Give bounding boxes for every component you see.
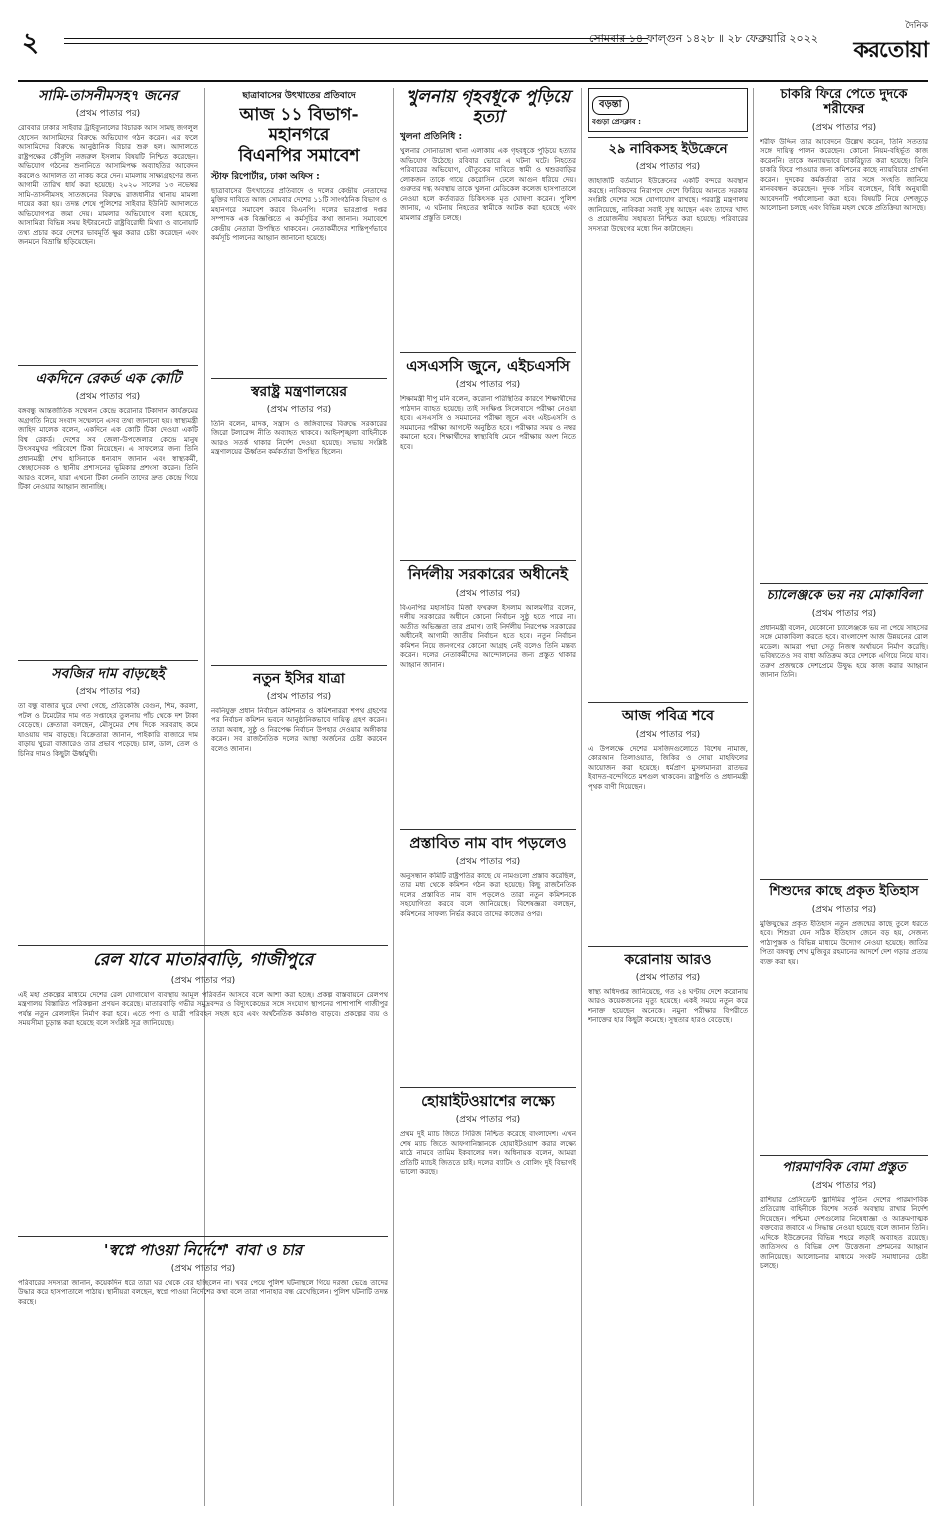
article-headline: একদিনে রেকর্ড এক কোটি xyxy=(35,371,181,388)
article-body: প্রথম দুই ম্যাচ জিতে সিরিজ নিশ্চিত করেছে বাংলাদেশ। এখন শেষ ম্যাচ জিতে আফগানিস্তানকে হোয়াইটওয়াশ করার লক্ষ্যে মাঠে নামবে তামিম ইকবালের দল। অধিনায়ক বলেন, আমরা প্রতিটি ম্যাচই জিততে চাই। দলের ব্যাটিং ও বোলিং দুই বিভাগই ভালো করছে। xyxy=(400,1130,576,1177)
article-body: বিএনপির মহাসচিব মির্জা ফখরুল ইসলাম আলমগীর বলেন, দলীয় সরকারের অধীনে কোনো নির্বাচন সুষ্ঠু হতে পারে না। অতীত অভিজ্ঞতা তার প্রমাণ। তাই নির্দলীয় নিরপেক্ষ সরকারের অধীনেই আগামী জাতীয় নির্বাচন হতে হবে। নতুন নির্বাচন কমিশন নিয়ে জনগণের কোনো আগ্রহ নেই বলেও তিনি মন্তব্য করেন। দলের নেতাকর্মীদের আন্দোলনের জন্য প্রস্তুত থাকার আহ্বান জানান। xyxy=(400,603,576,669)
article-body: তা বন্ধু বাজার ঘুরে দেখা গেছে, প্রতিকেজি বেগুন, শিম, করলা, পটল ও টমেটোর দাম গত সপ্তাহের তুলনায় পাঁচ থেকে দশ টাকা বেড়েছে। ক্রেতারা বলছেন, মৌসুমের শেষ দিকে সরবরাহ কমে যাওয়ায় দাম বাড়ছে। বিক্রেতারা জানান, পাইকারি বাজারে দাম বাড়ায় খুচরা বাজারেও তার প্রভাব পড়েছে। চাল, ডাল, তেল ও চিনির দামও কিছুটা ঊর্ধ্বমুখী। xyxy=(18,702,198,758)
divider xyxy=(400,560,576,561)
divider xyxy=(400,1087,576,1088)
article-body: ছাত্রাবাসের উৎখাতের প্রতিবাদে ও দলের কেন্দ্রীয় নেতাদের মুক্তির দাবিতে আজ সোমবার দেশের ১১টি সাংগঠনিক বিভাগ ও মহানগরে সমাবেশ করবে বিএনপি। দলের ভারপ্রাপ্ত দপ্তর সম্পাদক এক বিজ্ঞপ্তিতে এ কর্মসূচির কথা জানান। সমাবেশে কেন্দ্রীয় নেতারা উপস্থিত থাকবেন। নেতাকর্মীদের শান্তিপূর্ণভাবে কর্মসূচি পালনের আহ্বান জানানো হয়েছে। xyxy=(211,186,387,243)
article-byline: স্টাফ রিপোর্টার, ঢাকা অফিস : xyxy=(211,171,320,182)
divider xyxy=(760,583,928,584)
article-nirdoliyo xyxy=(400,566,576,823)
article-headline: ২৯ নাবিকসহ ইউক্রেনে xyxy=(608,141,728,157)
column-1 xyxy=(18,88,198,938)
article-continuation: (প্রথম পাতার পর) xyxy=(811,904,877,915)
article-headline: খুলনায় গৃহবধূকে পুড়িয়ে হত্যা xyxy=(406,87,570,127)
article-headline: প্রস্তাবিত নাম বাদ পড়লেও xyxy=(409,833,567,852)
article-continuation: (প্রথম পাতার পর) xyxy=(455,1115,521,1126)
article-chakri xyxy=(760,88,928,578)
article-bomb xyxy=(760,1161,928,1496)
article-headline: রেল যাবে মাতারবাড়ি, গাজীপুরে xyxy=(92,950,314,970)
article-headline-2: বিএনপির সমাবেশ xyxy=(238,146,360,167)
article-headline: এসএসসি জুনে, এইচএসসি xyxy=(406,357,570,376)
article-lead: বগুড়া প্রেসক্লাব : xyxy=(592,118,641,126)
article-continuation: (প্রথম পাতার পর) xyxy=(635,729,701,740)
article-record xyxy=(18,371,198,655)
article-bnp xyxy=(211,88,387,373)
article-headline: স্বরাষ্ট্র মন্ত্রণালয়ের xyxy=(250,383,348,400)
article-body: প্রধানমন্ত্রী বলেন, যেকোনো চ্যালেঞ্জকে ভয় না পেয়ে সাহসের সঙ্গে মোকাবিলা করতে হবে। বাংলাদেশ আজ উন্নয়নের রোল মডেল। আমরা পদ্মা সেতু নিজস্ব অর্থায়নে নির্মাণ করেছি। ভবিষ্যতেও সব বাধা অতিক্রম করে দেশকে এগিয়ে নিয়ে যাব। তরুণ প্রজন্মকে দেশপ্রেমে উদ্বুদ্ধ হয়ে কাজ করার আহ্বান জানান তিনি। xyxy=(760,623,928,680)
article-continuation: (প্রথম পাতার পর) xyxy=(170,975,236,986)
article-body: বঙ্গবন্ধু আন্তর্জাতিক সম্মেলন কেন্দ্রে করোনার টিকাদান কার্যক্রমের অগ্রগতি নিয়ে সংবাদ সম্মেলনে এসব তথ্য জানানো হয়। স্বাস্থ্যমন্ত্রী জাহিদ মালেক বলেন, একদিনে এক কোটি টিকা দেওয়া একটি বিশ্ব রেকর্ড। দেশের সব জেলা-উপজেলার কেন্দ্রে মানুষ উৎসবমুখর পরিবেশে টিকা নিয়েছেন। এ সাফল্যের জন্য তিনি প্রধানমন্ত্রী শেখ হাসিনাকে ধন্যবাদ জানান এবং স্বাস্থ্যকর্মী, স্বেচ্ছাসেবক ও স্থানীয় প্রশাসনের ভূমিকার প্রশংসা করেন। তিনি আরও বলেন, যারা এখনো টিকা নেননি তাদের দ্রুত কেন্দ্রে গিয়ে টিকা নেওয়ার আহ্বান জানাচ্ছি। xyxy=(18,407,198,492)
divider xyxy=(400,352,576,353)
article-continuation: (প্রথম পাতার পর) xyxy=(266,404,332,415)
column-rule xyxy=(393,88,394,1506)
divider xyxy=(760,1155,928,1156)
issue-date: সোমবার ১৪ ফাল্গুন ১৪২৮ ॥ ২৮ ফেব্রুয়ারি ২০২২ xyxy=(588,32,818,45)
article-headline: আজ ১১ বিভাগ-মহানগরে xyxy=(239,105,359,145)
masthead xyxy=(18,18,928,82)
article-headline: পারমাণবিক বোমা প্রস্তুত xyxy=(782,1159,906,1175)
article-continuation: (প্রথম পাতার পর) xyxy=(455,588,521,599)
article-corona xyxy=(588,952,748,1148)
article-headline: নির্দলীয় সরকারের অধীনেই xyxy=(408,565,568,584)
article-continuation: (প্রথম পাতার পর) xyxy=(170,1263,236,1274)
column-rule xyxy=(753,88,754,1506)
article-headline: 'স্বপ্নে পাওয়া নির্দেশে' বাবা ও চার xyxy=(103,1240,303,1259)
column-5 xyxy=(760,88,928,1496)
divider xyxy=(400,829,576,830)
article-continuation: (প্রথম পাতার পর) xyxy=(455,856,521,867)
divider xyxy=(211,378,387,379)
article-headline: আজ পবিত্র শবে xyxy=(622,708,714,725)
article-body: শরীফ উদ্দিন তার আবেদনে উল্লেখ করেন, তিনি সততার সঙ্গে দায়িত্ব পালন করেছেন। কোনো নিয়ম-বহির্ভূত কাজ করেননি। তাকে অন্যায়ভাবে চাকরিচ্যুত করা হয়েছে। তিনি চাকরি ফিরে পাওয়ার জন্য কমিশনের কাছে ন্যায়বিচার প্রার্থনা করেন। দুদকের কর্মকর্তারা তার সঙ্গে সংহতি জানিয়ে মানববন্ধন করেছেন। দুদক সচিব বলেছেন, বিধি অনুযায়ী আবেদনটি পর্যালোচনা করা হবে। বিষয়টি নিয়ে দেশজুড়ে আলোচনা চলছে এবং বিভিন্ন মহল থেকে প্রতিক্রিয়া আসছে। xyxy=(760,137,928,213)
article-continuation: (প্রথম পাতার পর) xyxy=(75,392,141,403)
article-headline: সামি-তাসনীমসহ৭ জনের xyxy=(38,88,178,104)
article-aaj xyxy=(588,708,748,940)
article-ukraine-box xyxy=(588,88,748,132)
article-body: এই মহা প্রকল্পের মাধ্যমে দেশের রেল যোগাযোগ ব্যবস্থায় আমূল পরিবর্তন আসবে বলে আশা করা হচ্ছে। প্রকল্প বাস্তবায়নে রেলপথ মন্ত্রণালয় বিস্তারিত পরিকল্পনা প্রণয়ন করেছে। মাতারবাড়ি গভীর সমুদ্রবন্দর ও বিদ্যুৎকেন্দ্রের সঙ্গে সংযোগ স্থাপনের পাশাপাশি গাজীপুর পর্যন্ত নতুন রেললাইন নির্মাণ করা হবে। এতে পণ্য ও যাত্রী পরিবহন সহজ হবে এবং অর্থনৈতিক কর্মকাণ্ড বাড়বে। প্রকল্পের ব্যয় ও সময়সীমা চূড়ান্ত করা হয়েছে বলে সংশ্লিষ্ট সূত্র জানিয়েছে। xyxy=(18,990,388,1028)
article-whitewash xyxy=(400,1093,576,1330)
article-body: পরিবারের সদস্যরা জানান, কয়েকদিন ধরে তারা ঘর থেকে বের হচ্ছিলেন না। খবর পেয়ে পুলিশ ঘটনাস্থলে গিয়ে দরজা ভেঙে তাদের উদ্ধার করে হাসপাতালে পাঠায়। স্থানীয়রা বলছেন, স্বপ্নে পাওয়া নির্দেশের কথা বলে তারা পানাহার বন্ধ রেখেছিলেন। পুলিশ ঘটনাটি তদন্ত করছে। xyxy=(18,1278,388,1306)
article-continuation: (প্রথম পাতার পর) xyxy=(811,1180,877,1191)
article-body: রোববার ঢাকার সাইবার ট্রাইব্যুনালের বিচারক আস সামছ জগলুল হোসেন আসামিদের বিরুদ্ধে অভিযোগ গঠন করেন। এর ফলে আসামিদের বিরুদ্ধে আনুষ্ঠানিক বিচার শুরু হল। আদালতে রাষ্ট্রপক্ষের কৌঁসুলি নজরুল ইসলাম বিষয়টি নিশ্চিত করেছেন। অভিযোগ গঠনের শুনানিতে আসামিপক্ষ অব্যাহতির আবেদন করলেও আদালত তা নাকচ করে দেন। মামলায় সাক্ষ্যগ্রহণের জন্য আগামী তারিখ ধার্য করা হয়েছে। ২০২০ সালের ১৩ নভেম্বর সামি-তাসনীমসহ সাতজনের বিরুদ্ধে রাজধানীর থানায় মামলা দায়ের করা হয়। তদন্ত শেষে পুলিশের সাইবার ইউনিট আদালতে অভিযোগপত্র জমা দেয়। মামলার অভিযোগে বলা হয়েছে, আসামিরা বিভিন্ন সময় ইন্টারনেটে রাষ্ট্রবিরোধী মিথ্যা ও বানোয়াট তথ্য প্রচার করে দেশের ভাবমূর্তি ক্ষুণ্ণ করার চেষ্টা করেছেন এবং জনমনে বিভ্রান্তি ছড়িয়েছেন। xyxy=(18,124,198,247)
article-continuation: (প্রথম পাতার পর) xyxy=(811,608,877,619)
article-ec xyxy=(211,671,387,947)
article-headline: করোনায় আরও xyxy=(624,951,712,968)
newspaper-page xyxy=(18,18,928,1508)
article-ukraine xyxy=(588,143,748,698)
article-sabji xyxy=(18,666,198,938)
article-body: স্বাস্থ্য অধিদপ্তর জানিয়েছে, গত ২৪ ঘণ্টায় দেশে করোনায় আরও কয়েকজনের মৃত্যু হয়েছে। একই সময়ে নতুন করে শনাক্ত হয়েছেন অনেকে। নমুনা পরীক্ষার বিপরীতে শনাক্তের হার কিছুটা কমেছে। সুস্থতার হারও বেড়েছে। xyxy=(588,987,748,1025)
article-khulna xyxy=(400,88,576,347)
article-sami xyxy=(18,88,198,360)
article-continuation: (প্রথম পাতার পর) xyxy=(75,109,141,120)
article-body: অনুসন্ধান কমিটি রাষ্ট্রপতির কাছে যে নামগুলো প্রস্তাব করেছিল, তার মধ্য থেকে কমিশন গঠন করা হয়েছে। কিছু রাজনৈতিক দলের প্রস্তাবিত নাম বাদ পড়লেও তারা নতুন কমিশনকে সহযোগিতা করবে বলে জানিয়েছে। বিশেষজ্ঞরা বলছেন, কমিশনের সাফল্য নির্ভর করবে তাদের কাজের ওপর। xyxy=(400,871,576,918)
article-shishu xyxy=(760,885,928,1150)
column-3 xyxy=(400,88,576,1330)
column-rule xyxy=(581,88,582,1506)
article-headline: সবজির দাম বাড়ছেই xyxy=(51,666,165,683)
article-body: তিনি বলেন, মাদক, সন্ত্রাস ও জঙ্গিবাদের বিরুদ্ধে সরকারের জিরো টলারেন্স নীতি অব্যাহত থাকবে। আইনশৃঙ্খলা বাহিনীকে আরও সতর্ক থাকার নির্দেশ দেওয়া হয়েছে। সভায় সংশ্লিষ্ট মন্ত্রণালয়ের ঊর্ধ্বতন কর্মকর্তারা উপস্থিত ছিলেন। xyxy=(211,419,387,457)
article-continuation: (প্রথম পাতার পর) xyxy=(811,122,877,133)
article-body: নবনিযুক্ত প্রধান নির্বাচন কমিশনার ও কমিশনাররা শপথ গ্রহণের পর নির্বাচন কমিশন ভবনে আনুষ্ঠানিকভাবে দায়িত্ব গ্রহণ করেন। তারা অবাধ, সুষ্ঠু ও নিরপেক্ষ নির্বাচন উপহার দেওয়ার অঙ্গীকার করেন। সব রাজনৈতিক দলের আস্থা অর্জনের চেষ্টা করবেন বলেও জানান। xyxy=(211,706,387,753)
section-tag: বড়ন্তা xyxy=(592,96,629,115)
logo-small-text: দৈনিক xyxy=(905,21,928,31)
article-headline: চাকরি ফিরে পেতে দুদকে শরীফের xyxy=(780,87,908,117)
newspaper-logo xyxy=(828,18,928,66)
divider xyxy=(18,365,198,366)
article-continuation: (প্রথম পাতার পর) xyxy=(455,380,521,391)
divider xyxy=(211,665,387,666)
article-continuation: (প্রথম পাতার পর) xyxy=(635,972,701,983)
article-body: রাশিয়ার প্রেসিডেন্ট ভ্লাদিমির পুতিন দেশের পারমাণবিক প্রতিরোধ বাহিনীকে বিশেষ সতর্ক অবস্থায় রাখার নির্দেশ দিয়েছেন। পশ্চিমা দেশগুলোর নিষেধাজ্ঞা ও আক্রমণাত্মক বক্তব্যের জবাবে এ সিদ্ধান্ত নেওয়া হয়েছে বলে জানান তিনি। এদিকে ইউক্রেনের বিভিন্ন শহরে লড়াই অব্যাহত রয়েছে। জাতিসংঘ ও বিভিন্ন দেশ উত্তেজনা প্রশমনের আহ্বান জানিয়েছে। আলোচনার মাধ্যমে সংকট সমাধানের চেষ্টা চলছে। xyxy=(760,1195,928,1271)
article-body: খুলনার সোনাডাঙ্গা থানা এলাকায় এক গৃহবধূকে পুড়িয়ে হত্যার অভিযোগ উঠেছে। রবিবার ভোরে এ ঘটনা ঘটে। নিহতের পরিবারের অভিযোগ, যৌতুকের দাবিতে স্বামী ও শ্বশুরবাড়ির লোকজন তাকে গায়ে কেরোসিন ঢেলে আগুন ধরিয়ে দেয়। গুরুতর দগ্ধ অবস্থায় তাকে খুলনা মেডিকেল কলেজ হাসপাতালে নেওয়া হলে কর্তব্যরত চিকিৎসক মৃত ঘোষণা করেন। পুলিশ জানায়, এ ঘটনায় নিহতের স্বামীকে আটক করা হয়েছে এবং মামলার প্রস্তুতি চলছে। xyxy=(400,147,576,222)
divider xyxy=(18,660,198,661)
article-continuation: (প্রথম পাতার পর) xyxy=(75,687,141,698)
page-number: ২ xyxy=(22,28,39,58)
article-body: শিক্ষামন্ত্রী দীপু মনি বলেন, করোনা পরিস্থিতির কারণে শিক্ষার্থীদের পাঠদান ব্যাহত হয়েছে। তাই সংক্ষিপ্ত সিলেবাসে পরীক্ষা নেওয়া হবে। এসএসসি ও সমমানের পরীক্ষা জুনে এবং এইচএসসি ও সমমানের পরীক্ষা আগস্টে অনুষ্ঠিত হবে। পরীক্ষার সময় ও নম্বর কমানো হবে। শিক্ষার্থীদের স্বাস্থ্যবিধি মেনে পরীক্ষায় অংশ নিতে হবে। xyxy=(400,395,576,451)
article-swarashtra xyxy=(211,384,387,660)
logo-text: করতোয়া xyxy=(853,37,928,63)
article-body: এ উপলক্ষে দেশের মসজিদগুলোতে বিশেষ নামাজ, কোরআন তিলাওয়াত, জিকির ও দোয়া মাহফিলের আয়োজন করা হয়েছে। ধর্মপ্রাণ মুসলমানরা রাতভর ইবাদত-বন্দেগিতে মশগুল থাকবেন। রাষ্ট্রপতি ও প্রধানমন্ত্রী পৃথক বাণী দিয়েছেন। xyxy=(588,744,748,791)
article-continuation: (প্রথম পাতার পর) xyxy=(635,162,701,173)
header-rule xyxy=(64,38,648,44)
divider xyxy=(588,946,748,947)
divider xyxy=(18,1236,388,1237)
column-4 xyxy=(588,88,748,1148)
article-kicker: ছাত্রাবাসের উৎখাতের প্রতিবাদে xyxy=(242,91,356,101)
article-body: মুক্তিযুদ্ধের প্রকৃত ইতিহাস নতুন প্রজন্মের কাছে তুলে ধরতে হবে। শিশুরা যেন সঠিক ইতিহাস জেনে বড় হয়, সেজন্য পাঠ্যপুস্তক ও বিভিন্ন মাধ্যমে উদ্যোগ নেওয়া হয়েছে। জাতির পিতা বঙ্গবন্ধু শেখ মুজিবুর রহমানের আদর্শে দেশ গড়ার প্রত্যয় ব্যক্ত করা হয়। xyxy=(760,919,928,966)
article-headline: চ্যালেঞ্জকে ভয় নয় মোকাবিলা xyxy=(766,587,922,603)
column-2 xyxy=(211,88,387,947)
article-ssc xyxy=(400,358,576,555)
article-body: জাহাজটি বর্তমানে ইউক্রেনের একটি বন্দরে অবস্থান করছে। নাবিকদের নিরাপদে দেশে ফিরিয়ে আনতে সরকার সংশ্লিষ্ট দেশের সঙ্গে যোগাযোগ রাখছে। পররাষ্ট্র মন্ত্রণালয় জানিয়েছে, নাবিকরা সবাই সুস্থ আছেন এবং তাদের খাদ্য ও প্রয়োজনীয় সহায়তা নিশ্চিত করা হয়েছে। পরিবারের সদস্যরা উদ্বেগের মধ্যে দিন কাটাচ্ছেন। xyxy=(588,177,748,233)
article-headline: হোয়াইটওয়াশের লক্ষ্যে xyxy=(421,1091,555,1110)
article-headline: নতুন ইসির যাত্রা xyxy=(253,670,345,687)
article-challenge xyxy=(760,589,928,874)
divider xyxy=(588,702,748,703)
article-rail xyxy=(18,940,388,1409)
article-prostabito xyxy=(400,835,576,1082)
divider xyxy=(588,137,748,138)
article-byline: খুলনা প্রতিনিধি : xyxy=(400,132,463,143)
divider xyxy=(760,879,928,880)
article-continuation: (প্রথম পাতার পর) xyxy=(266,691,332,702)
article-headline: শিশুদের কাছে প্রকৃত ইতিহাস xyxy=(769,883,919,899)
